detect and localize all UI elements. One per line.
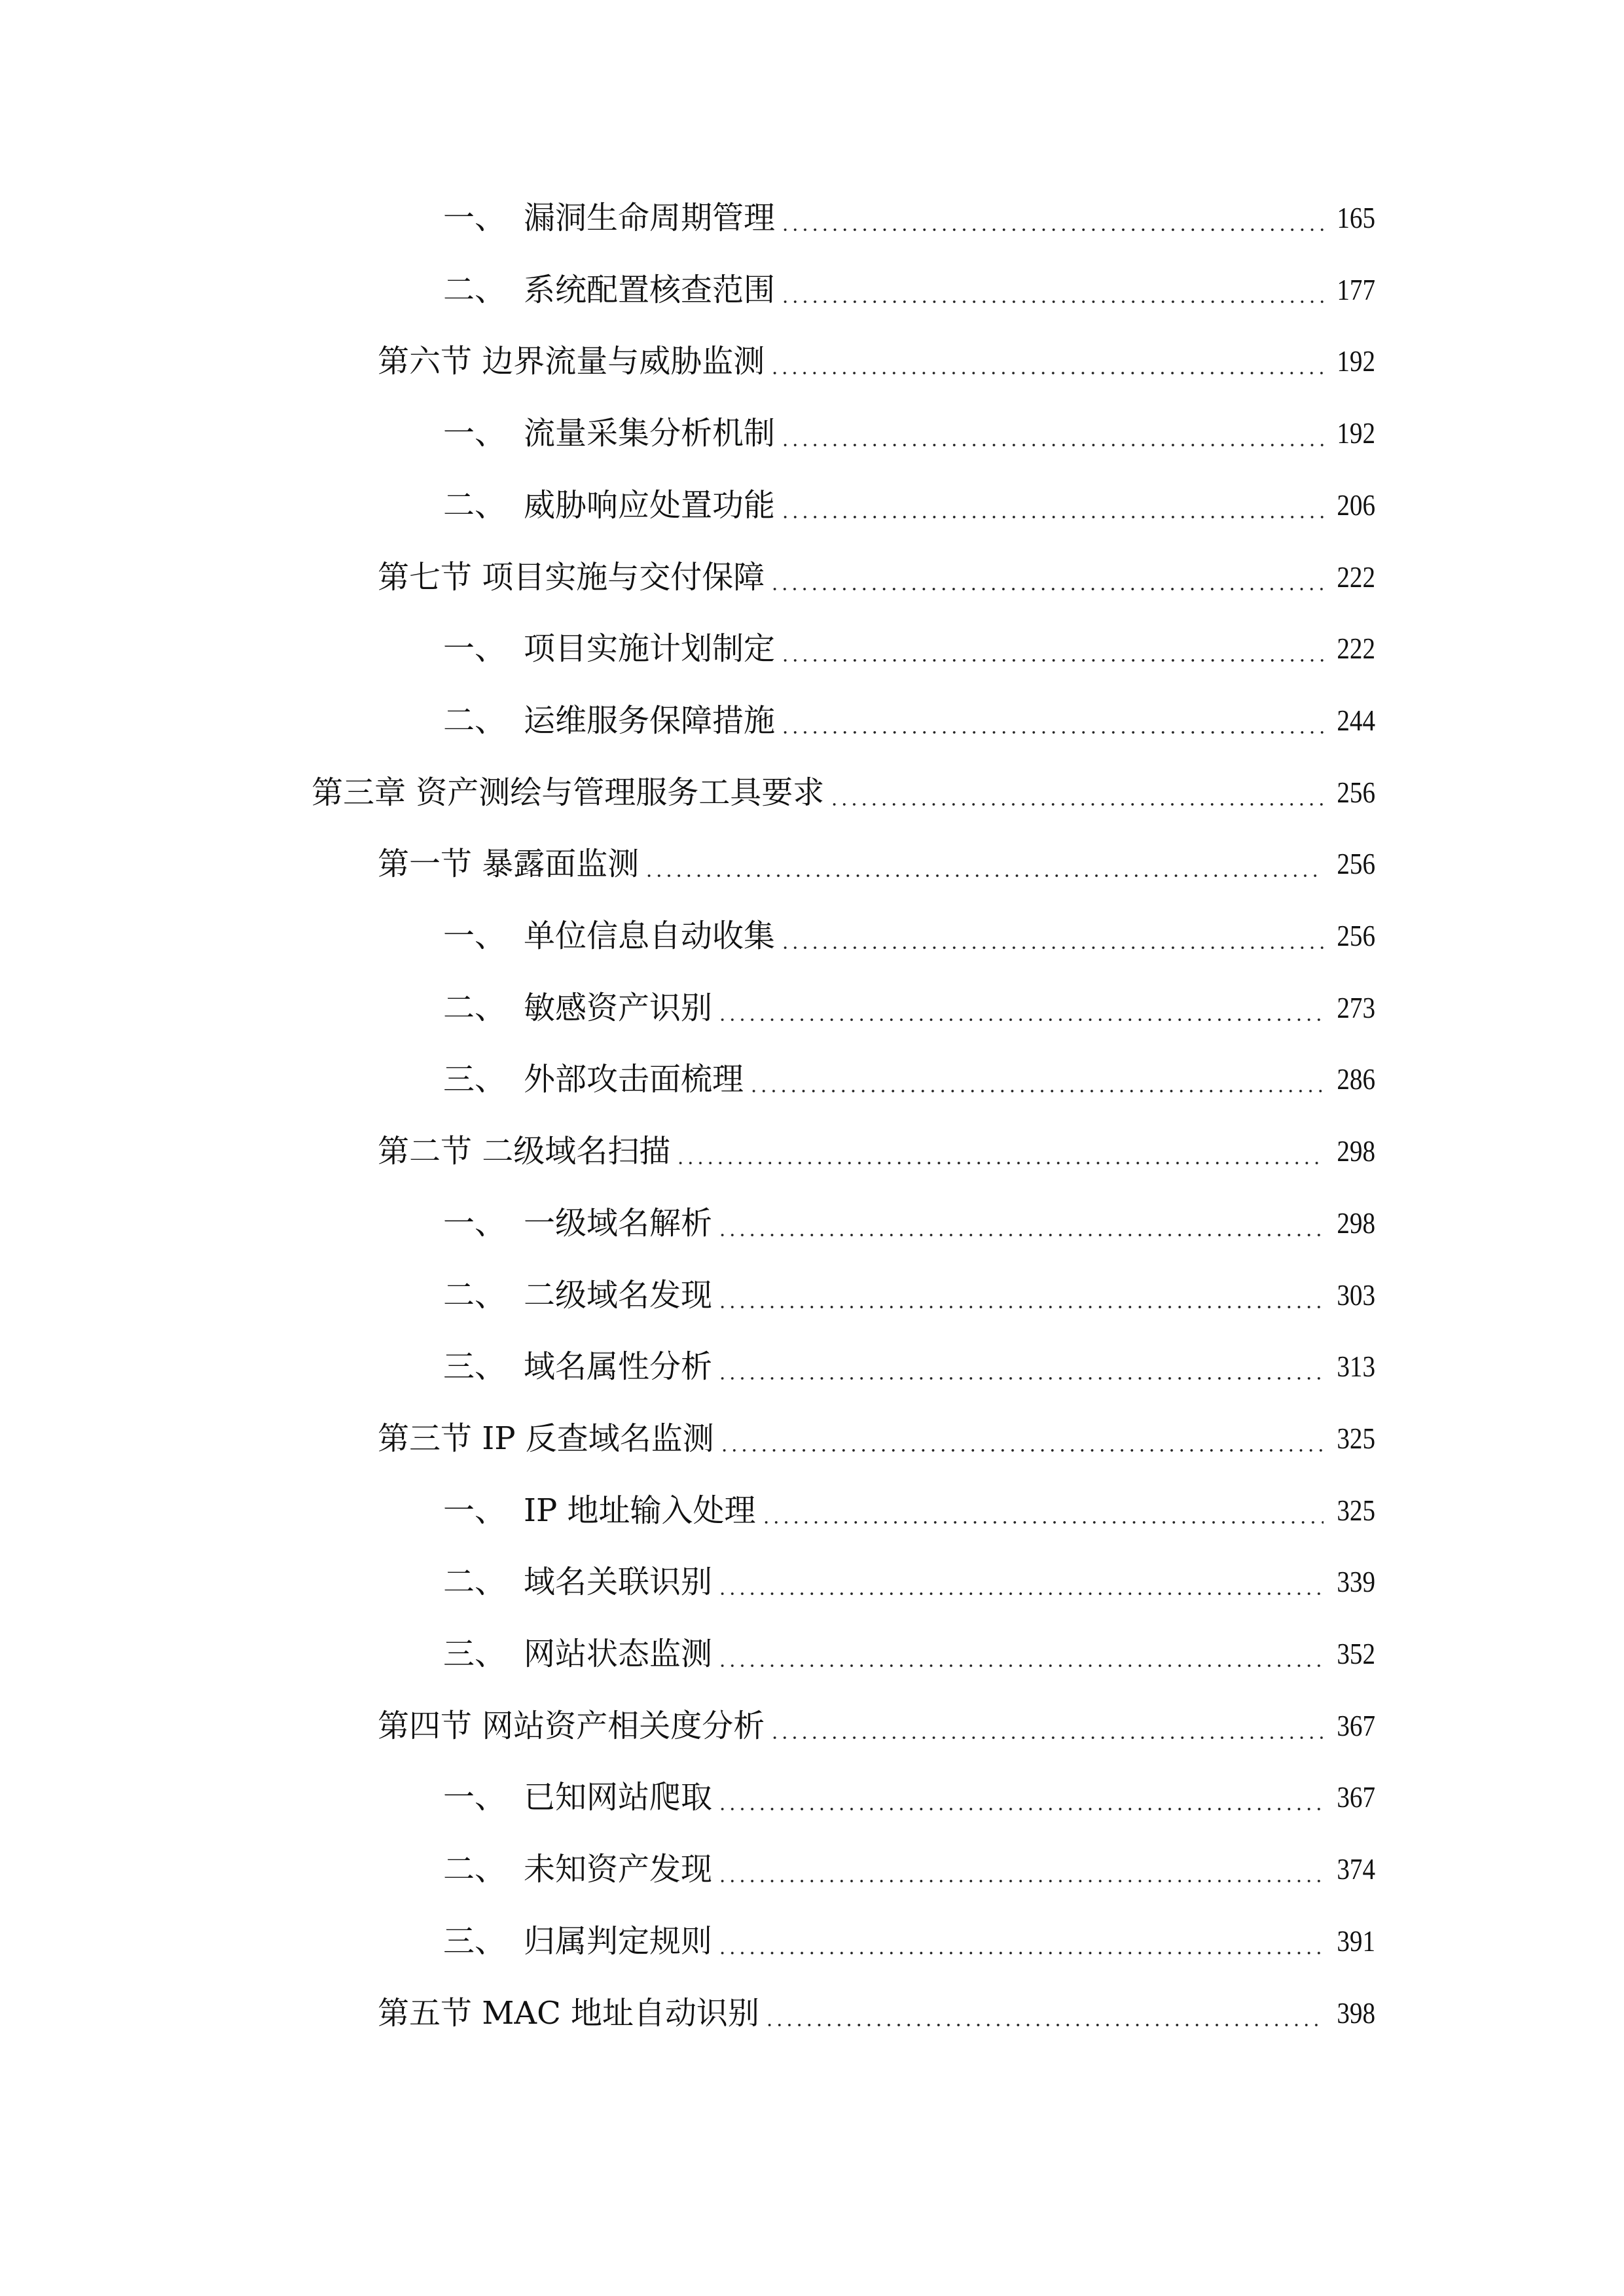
dot-leader (765, 1990, 1324, 2036)
toc-entry-number: 三、 (443, 1348, 507, 1386)
toc-entry-number: 一、 (443, 200, 507, 236)
dot-leader (829, 770, 1324, 816)
dot-leader (717, 1774, 1324, 1820)
toc-entry-title: 流量采集分析机制 (524, 415, 776, 452)
dot-leader (770, 338, 1324, 384)
toc-entry-title: IP 地址输入处理 (524, 1492, 756, 1529)
toc-page-number: 367 (1337, 1780, 1375, 1814)
toc-subsection-entry[interactable] (443, 1344, 1375, 1390)
toc-subsection-entry[interactable] (443, 1631, 1375, 1677)
toc-entry-number: 三、 (443, 1922, 507, 1960)
toc-entry-title: 第四节 网站资产相关度分析 (378, 1707, 765, 1744)
dot-leader (780, 626, 1324, 672)
toc-entry-title: 网站状态监测 (524, 1636, 713, 1672)
dot-leader (717, 1559, 1324, 1605)
toc-entry-number: 三、 (443, 1636, 507, 1672)
toc-entry-title: 域名关联识别 (524, 1564, 713, 1601)
toc-entry-number: 二、 (443, 989, 507, 1026)
toc-entry-title: 运维服务保障措施 (524, 702, 776, 739)
toc-entry-title: 第七节 项目实施与交付保障 (378, 558, 765, 596)
toc-subsection-entry[interactable] (443, 267, 1375, 313)
toc-page-number: 192 (1337, 416, 1375, 450)
toc-entry-title: 威胁响应处置功能 (524, 486, 776, 524)
toc-chapter-entry[interactable] (312, 770, 1375, 816)
toc-section-entry[interactable] (378, 841, 1375, 887)
toc-entry-title: 第五节 MAC 地址自动识别 (378, 1994, 760, 2032)
toc-section-entry[interactable] (378, 554, 1375, 600)
toc-entry-title: 第二节 二级域名扫描 (378, 1133, 671, 1170)
toc-entry-title: 归属判定规则 (524, 1922, 713, 1960)
toc-entry-number: 一、 (443, 1779, 507, 1816)
toc-subsection-entry[interactable] (443, 626, 1375, 672)
dot-leader (717, 1200, 1324, 1246)
toc-page-number: 222 (1337, 560, 1375, 594)
toc-entry-number: 一、 (443, 918, 507, 954)
toc-page-number: 256 (1337, 775, 1375, 809)
toc-subsection-entry[interactable] (443, 1774, 1375, 1820)
toc-subsection-entry[interactable] (443, 195, 1375, 241)
toc-entry-title: 外部攻击面梳理 (524, 1061, 744, 1098)
toc-page-number: 244 (1337, 703, 1375, 737)
dot-leader (780, 195, 1324, 241)
toc-section-entry[interactable] (378, 1416, 1375, 1462)
toc-entry-number: 二、 (443, 702, 507, 739)
toc-entry-number: 一、 (443, 1492, 507, 1529)
toc-page-number: 256 (1337, 847, 1375, 881)
dot-leader (749, 1056, 1324, 1102)
dot-leader (770, 554, 1324, 600)
dot-leader (717, 1631, 1324, 1677)
toc-entry-number: 二、 (443, 1851, 507, 1888)
toc-subsection-entry[interactable] (443, 1846, 1375, 1892)
toc-section-entry[interactable] (378, 1990, 1375, 2036)
toc-page-number: 339 (1337, 1565, 1375, 1599)
toc-page-number: 177 (1337, 272, 1375, 306)
toc-entry-title: 域名属性分析 (524, 1348, 713, 1386)
toc-page-number: 352 (1337, 1637, 1375, 1670)
toc-entry-number: 一、 (443, 630, 507, 668)
dot-leader (717, 1272, 1324, 1318)
toc-page-number: 298 (1337, 1134, 1375, 1168)
toc-subsection-entry[interactable] (443, 1200, 1375, 1246)
dot-leader (780, 482, 1324, 528)
toc-entry-title: 项目实施计划制定 (524, 630, 776, 668)
toc-page-number: 325 (1337, 1493, 1375, 1527)
toc-entry-title: 已知网站爬取 (524, 1779, 713, 1816)
dot-leader (780, 913, 1324, 959)
toc-page-number: 391 (1337, 1924, 1375, 1958)
toc-entry-number: 一、 (443, 1204, 507, 1242)
toc-subsection-entry[interactable] (443, 913, 1375, 959)
dot-leader (780, 410, 1324, 456)
toc-page-number: 374 (1337, 1852, 1375, 1886)
dot-leader (719, 1416, 1324, 1462)
toc-section-entry[interactable] (378, 1703, 1375, 1749)
dot-leader (717, 1846, 1324, 1892)
toc-page-number: 206 (1337, 488, 1375, 522)
dot-leader (770, 1703, 1324, 1749)
toc-section-entry[interactable] (378, 1128, 1375, 1174)
toc-subsection-entry[interactable] (443, 1056, 1375, 1102)
toc-page-number: 273 (1337, 990, 1375, 1024)
toc-page-number: 313 (1337, 1350, 1375, 1384)
toc-subsection-entry[interactable] (443, 985, 1375, 1031)
dot-leader (676, 1128, 1324, 1174)
toc-subsection-entry[interactable] (443, 482, 1375, 528)
dot-leader (761, 1488, 1324, 1534)
dot-leader (644, 841, 1324, 887)
toc-section-entry[interactable] (378, 338, 1375, 384)
toc-entry-title: 第三章 资产测绘与管理服务工具要求 (312, 774, 825, 811)
toc-subsection-entry[interactable] (443, 1559, 1375, 1605)
toc-entry-title: 敏感资产识别 (524, 989, 713, 1026)
toc-entry-title: 二级域名发现 (524, 1276, 713, 1314)
toc-entry-number: 二、 (443, 271, 507, 308)
toc-entry-title: 漏洞生命周期管理 (524, 200, 776, 236)
toc-subsection-entry[interactable] (443, 1272, 1375, 1318)
toc-entry-number: 二、 (443, 1276, 507, 1314)
toc-subsection-entry[interactable] (443, 1918, 1375, 1964)
dot-leader (780, 698, 1324, 744)
toc-page-number: 192 (1337, 344, 1375, 378)
toc-entry-number: 三、 (443, 1061, 507, 1098)
toc-entry-title: 第一节 暴露面监测 (378, 846, 640, 883)
toc-entry-number: 一、 (443, 415, 507, 452)
toc-entry-title: 系统配置核查范围 (524, 271, 776, 308)
toc-page-number: 367 (1337, 1708, 1375, 1742)
toc-page-number: 303 (1337, 1278, 1375, 1312)
toc-page-number: 325 (1337, 1421, 1375, 1455)
toc-subsection-entry[interactable] (443, 1488, 1375, 1534)
toc-page-number: 398 (1337, 1996, 1375, 2030)
toc-entry-title: 第三节 IP 反查域名监测 (378, 1420, 714, 1457)
dot-leader (780, 267, 1324, 313)
toc-page-number: 298 (1337, 1206, 1375, 1240)
toc-page-number: 165 (1337, 201, 1375, 234)
toc-page-number: 222 (1337, 632, 1375, 666)
toc-subsection-entry[interactable] (443, 410, 1375, 456)
toc-entry-title: 单位信息自动收集 (524, 918, 776, 954)
toc-entry-number: 二、 (443, 1564, 507, 1601)
dot-leader (717, 985, 1324, 1031)
toc-entry-title: 一级域名解析 (524, 1204, 713, 1242)
toc-page-number: 256 (1337, 919, 1375, 952)
toc-entry-number: 二、 (443, 486, 507, 524)
toc-subsection-entry[interactable] (443, 698, 1375, 744)
toc-entry-title: 第六节 边界流量与威胁监测 (378, 343, 765, 380)
toc-page-number: 286 (1337, 1062, 1375, 1096)
dot-leader (717, 1918, 1324, 1964)
dot-leader (717, 1344, 1324, 1390)
toc-entry-title: 未知资产发现 (524, 1851, 713, 1888)
